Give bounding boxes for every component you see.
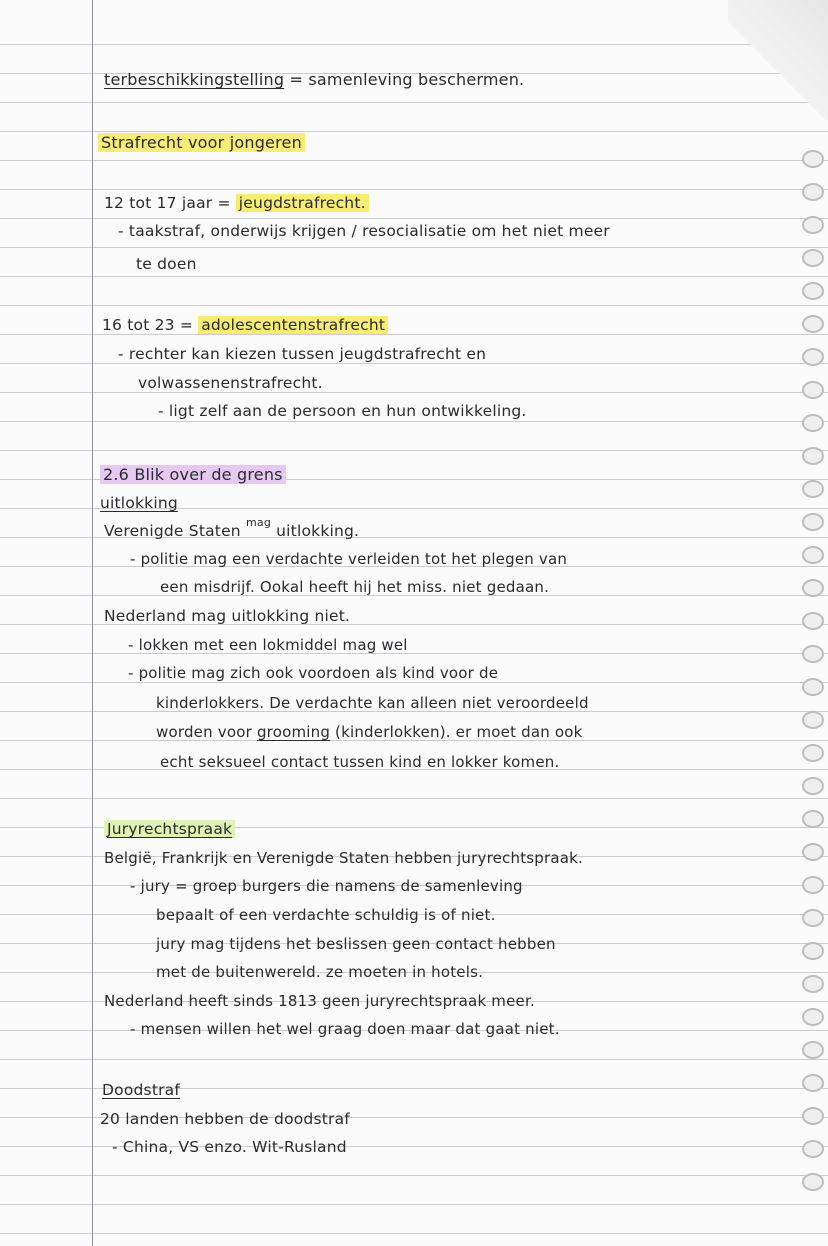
binding-ring (802, 480, 824, 498)
note-text: - mensen willen het wel graag doen maar dat gaat niet. (130, 1020, 560, 1038)
note-text: België, Frankrijk en Verenigde Staten hebben juryrechtspraak. (104, 849, 584, 867)
binding-ring (802, 876, 824, 894)
note-line (158, 402, 527, 420)
binding-ring (802, 150, 824, 168)
note-text: - rechter kan kiezen tussen jeugdstrafrecht en (118, 345, 487, 363)
note-line (104, 516, 360, 540)
note-line (160, 753, 559, 771)
note-line (128, 636, 408, 654)
note-text: Strafrecht voor jongeren (98, 133, 305, 152)
binding-ring (802, 810, 824, 828)
note-line (104, 849, 583, 867)
note-line (128, 664, 498, 682)
note-line (98, 133, 305, 152)
note-text: 16 tot 23 = (102, 316, 199, 334)
note-line (100, 494, 178, 512)
binding-ring (802, 1041, 824, 1059)
binding-ring (802, 1074, 824, 1092)
binding-ring (802, 216, 824, 234)
note-text: met de buitenwereld. ze moeten in hotels. (156, 963, 484, 981)
note-line (130, 1020, 560, 1038)
note-line (104, 194, 369, 212)
note-text: - lokken met een lokmiddel mag wel (128, 636, 408, 654)
binding-ring (802, 249, 824, 267)
note-text: jeugdstrafrecht. (236, 194, 369, 212)
binding-ring (802, 447, 824, 465)
note-line (118, 222, 610, 240)
note-line (118, 345, 486, 363)
note-text: = samenleving beschermen. (284, 70, 525, 89)
note-text: 12 tot 17 jaar = (104, 194, 236, 212)
note-line (112, 1138, 347, 1156)
note-line (102, 316, 388, 334)
note-text: Doodstraf (102, 1081, 181, 1099)
note-text: - jury = groep burgers die namens de samenleving (130, 877, 523, 895)
note-line (156, 694, 589, 712)
binding-ring (802, 183, 824, 201)
binding-ring (802, 1107, 824, 1125)
binding-ring (802, 975, 824, 993)
note-text: grooming (256, 723, 331, 741)
binding-ring (802, 612, 824, 630)
note-text: jury mag tijdens het beslissen geen contact hebben (156, 935, 556, 953)
binding-ring (802, 711, 824, 729)
binding-ring (802, 315, 824, 333)
note-line (156, 723, 583, 741)
note-line (102, 1081, 180, 1099)
binding-ring (802, 1173, 824, 1191)
note-text: Verenigde Staten (104, 522, 246, 540)
binding-ring (802, 942, 824, 960)
note-line (130, 877, 523, 895)
note-text: een misdrijf. Ookal heeft hij het miss. niet gedaan. (160, 578, 550, 596)
note-text: 20 landen hebben de doodstraf (100, 1110, 350, 1128)
note-text: - politie mag zich ook voordoen als kind voor de (128, 664, 499, 682)
note-text: worden voor (156, 723, 257, 741)
note-line (156, 906, 496, 924)
binding-ring (802, 282, 824, 300)
note-line (104, 820, 235, 838)
note-line (156, 963, 483, 981)
note-line (100, 465, 286, 484)
note-line (130, 550, 567, 568)
note-text: - China, VS enzo. Wit-Rusland (112, 1138, 347, 1156)
note-text: - taakstraf, onderwijs krijgen / resocialisatie om het niet meer (118, 222, 610, 240)
binding-ring (802, 645, 824, 663)
note-text: - politie mag een verdachte verleiden tot het plegen van (130, 550, 568, 568)
binding-ring (802, 513, 824, 531)
spiral-binding (798, 0, 828, 1246)
margin-line (92, 0, 93, 1246)
note-text: uitlokking (100, 494, 178, 512)
binding-ring (802, 843, 824, 861)
note-text: kinderlokkers. De verdachte kan alleen niet veroordeeld (156, 694, 589, 712)
binding-ring (802, 1008, 824, 1026)
binding-ring (802, 579, 824, 597)
binding-ring (802, 381, 824, 399)
note-line (104, 607, 350, 625)
note-line (156, 935, 556, 953)
note-text: Juryrechtspraak (104, 820, 235, 838)
note-line (136, 255, 197, 273)
note-text: Nederland mag uitlokking niet. (104, 607, 351, 625)
note-text: (kinderlokken). er moet dan ook (330, 723, 583, 741)
binding-ring (802, 1140, 824, 1158)
note-text: volwassenenstrafrecht. (138, 374, 323, 392)
note-text: Nederland heeft sinds 1813 geen juryrechtspraak meer. (104, 992, 535, 1010)
note-line (138, 374, 323, 392)
note-line (104, 992, 535, 1010)
binding-ring (802, 546, 824, 564)
note-text: mag (245, 516, 272, 529)
binding-ring (802, 414, 824, 432)
note-text: te doen (136, 255, 197, 273)
note-line (160, 578, 549, 596)
note-text: uitlokking. (271, 522, 360, 540)
note-line (100, 1110, 350, 1128)
note-text: echt seksueel contact tussen kind en lokker komen. (160, 753, 560, 771)
binding-ring (802, 777, 824, 795)
note-text: - ligt zelf aan de persoon en hun ontwikkeling. (158, 402, 527, 420)
binding-ring (802, 678, 824, 696)
binding-ring (802, 348, 824, 366)
note-text: terbeschikkingstelling (104, 70, 285, 89)
note-line (104, 70, 524, 89)
note-text: adolescentenstrafrecht (198, 316, 388, 334)
binding-ring (802, 909, 824, 927)
note-text: 2.6 Blik over de grens (100, 465, 286, 484)
note-text: bepaalt of een verdachte schuldig is of niet. (156, 906, 496, 924)
binding-ring (802, 744, 824, 762)
